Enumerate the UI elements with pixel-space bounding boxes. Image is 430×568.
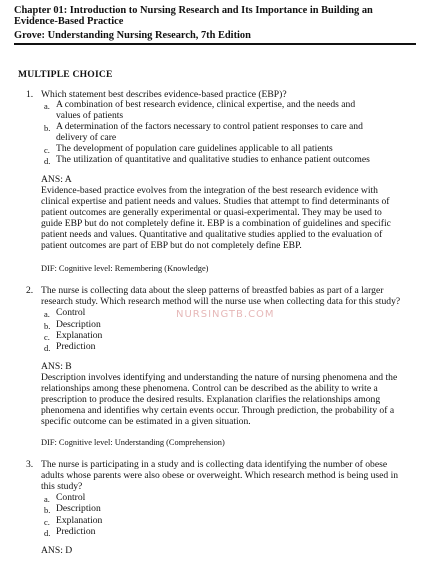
q3-option-d-text: Prediction — [56, 526, 96, 537]
question-2-number: 2. — [26, 285, 34, 296]
q3-option-d-letter: d. — [44, 528, 51, 538]
q1-option-a-line1: A combination of best research evidence, clinical expertise, and the needs and — [56, 99, 356, 110]
q1-option-c-letter: c. — [44, 145, 50, 155]
q1-option-b-letter: b. — [44, 123, 51, 133]
q3-option-c-letter: c. — [44, 517, 50, 527]
book-title: Grove: Understanding Nursing Research, 7th Edition — [14, 30, 251, 41]
section-heading: MULTIPLE CHOICE — [18, 69, 113, 80]
q3-option-c-text: Explanation — [56, 515, 103, 526]
q1-rationale-line1: Evidence-based practice evolves from the integration of the best research evidence with — [41, 185, 378, 196]
q3-option-a-letter: a. — [44, 494, 50, 504]
q2-option-d-letter: d. — [44, 343, 51, 353]
q2-rationale-line1: Description involves identifying and understanding the nature of nursing phenomena and the — [41, 372, 398, 383]
q1-option-b-line2: delivery of care — [56, 132, 117, 143]
question-1-number: 1. — [26, 89, 34, 100]
q1-option-a-letter: a. — [44, 101, 50, 111]
chapter-title-line1: Chapter 01: Introduction to Nursing Research and Its Importance in Building an — [14, 5, 373, 16]
q1-difficulty: DIF: Cognitive level: Remembering (Knowledge) — [41, 264, 209, 273]
q2-option-b-letter: b. — [44, 321, 51, 331]
q2-option-c-text: Explanation — [56, 330, 103, 341]
question-3-stem-line3: this study? — [41, 481, 83, 492]
q1-rationale-line3: patient outcomes are generally experimental or quasi-experimental. They may be used to — [41, 207, 382, 218]
question-2-stem-line1: The nurse is collecting data about the sleep patterns of breastfed babies as part of a larger — [41, 285, 384, 296]
q2-rationale-line5: specific outcome can be estimated in a given situation. — [41, 416, 251, 427]
question-1-stem: Which statement best describes evidence-based practice (EBP)? — [41, 89, 287, 100]
q2-rationale-line3: prescription to produce the desired results. Explanation clarifies the relationships among — [41, 394, 381, 405]
q2-option-a-letter: a. — [44, 309, 50, 319]
q1-rationale-line6: patient outcomes are part of EBP but do not completely define EBP. — [41, 240, 302, 251]
q1-option-b-line1: A determination of the factors necessary to control patient responses to care and — [56, 121, 363, 132]
q2-rationale-line2: relationships among these phenomena. Control can be described as the ability to write a — [41, 383, 378, 394]
q1-answer: ANS: A — [41, 174, 72, 185]
q1-option-a-line2: values of patients — [56, 110, 124, 121]
q1-option-d-letter: d. — [44, 156, 51, 166]
header-rule — [14, 43, 416, 45]
q2-option-b-text: Description — [56, 319, 101, 330]
question-3-stem-line1: The nurse is participating in a study and is collecting data identifying the number of obese — [41, 459, 388, 470]
q3-option-b-letter: b. — [44, 505, 51, 515]
watermark: NURSINGTB.COM — [176, 309, 275, 320]
q1-option-c-text: The development of population care guidelines applicable to all patients — [56, 143, 333, 154]
q2-difficulty: DIF: Cognitive level: Understanding (Comprehension) — [41, 438, 225, 447]
q2-rationale-line4: phenomena and identifies why certain events occur. Through prediction, the probability of a — [41, 405, 395, 416]
chapter-title-line2: Evidence-Based Practice — [14, 16, 124, 27]
q3-option-b-text: Description — [56, 503, 101, 514]
q1-rationale-line2: clinical expertise and patient needs and values. Studies that attempt to find determinants of — [41, 196, 390, 207]
question-3-stem-line2: adults whose parents were also obese or overweight. Which research method is being used in — [41, 470, 399, 481]
q2-option-d-text: Prediction — [56, 341, 96, 352]
question-3-number: 3. — [26, 459, 34, 470]
q1-option-d-text: The utilization of quantitative and qualitative studies to enhance patient outcomes — [56, 154, 370, 165]
q2-answer: ANS: B — [41, 361, 72, 372]
q3-answer: ANS: D — [41, 545, 73, 556]
question-2-stem-line2: research study. Which research method will the nurse use when collecting data for this study? — [41, 296, 401, 307]
q1-rationale-line5: patient needs and values. Quantitative and qualitative studies applied to the evaluation of — [41, 229, 383, 240]
q1-rationale-line4: guide EBP but do not completely define it. EBP is a combination of guidelines and specific — [41, 218, 391, 229]
q2-option-c-letter: c. — [44, 332, 50, 342]
q3-option-a-text: Control — [56, 492, 86, 503]
q2-option-a-text: Control — [56, 307, 86, 318]
